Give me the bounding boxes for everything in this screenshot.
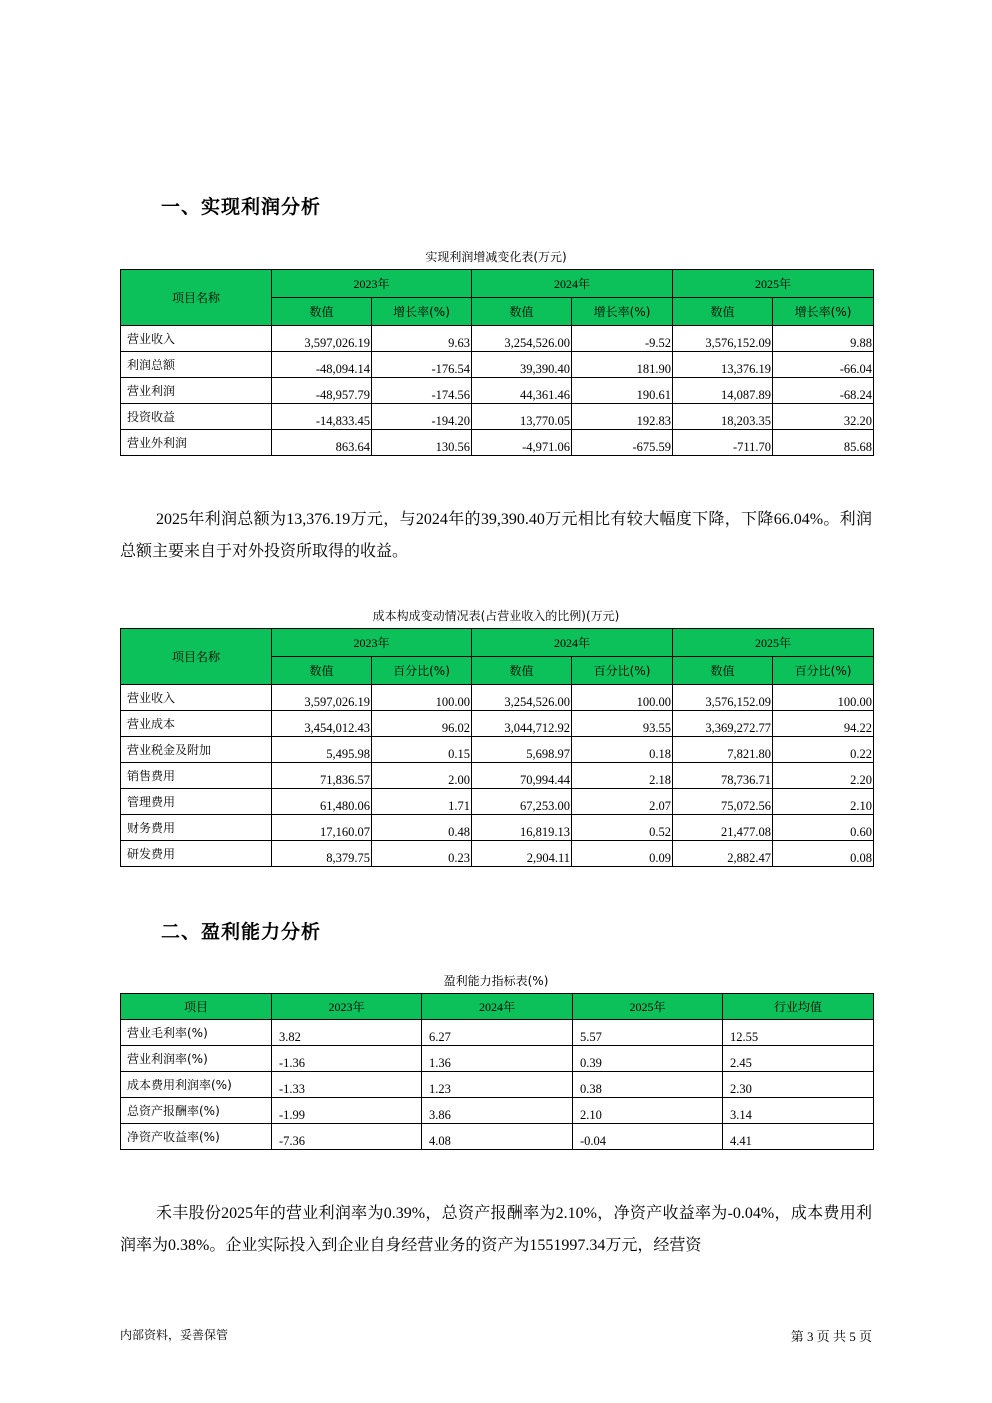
table2-sub-header: 数值 [673, 657, 773, 685]
table3-header: 2025年 [573, 994, 723, 1020]
table-cell: 2,882.47 [673, 841, 773, 867]
table-row [121, 430, 874, 456]
row-label: 投资收益 [121, 404, 272, 430]
table-cell: 75,072.56 [673, 789, 773, 815]
table-cell: 17,160.07 [272, 815, 372, 841]
table3-header: 行业均值 [723, 994, 874, 1020]
profit-change-table [120, 269, 874, 456]
table-cell: 71,836.57 [272, 763, 372, 789]
table-cell: 13,376.19 [673, 352, 773, 378]
row-label: 营业利润率(%) [121, 1046, 272, 1072]
profit-summary-paragraph: 2025年利润总额为13,376.19万元，与2024年的39,390.40万元相比有较大幅度下降，下降66.04%。利润总额主要来自于对外投资所取得的收益。 [120, 511, 872, 560]
table1-sub-header: 数值 [272, 298, 372, 326]
row-label: 财务费用 [121, 815, 272, 841]
table-cell: 0.15 [372, 737, 472, 763]
section-heading-profitability: 二、盈利能力分析 [161, 921, 322, 943]
table1-sub-header: 数值 [673, 298, 773, 326]
table-cell: -48,957.79 [272, 378, 372, 404]
table-cell: 78,736.71 [673, 763, 773, 789]
table2-item-header: 项目名称 [121, 629, 272, 685]
table-cell: 181.90 [572, 352, 673, 378]
table-cell: 4.41 [723, 1124, 874, 1150]
table-cell: -176.54 [372, 352, 472, 378]
table-cell: 85.68 [773, 430, 874, 456]
table-row [121, 1072, 874, 1098]
table2-sub-header: 百分比(%) [773, 657, 874, 685]
table-row [121, 1046, 874, 1072]
table-row [121, 378, 874, 404]
table-cell: -711.70 [673, 430, 773, 456]
table-cell: 192.83 [572, 404, 673, 430]
table1-caption: 实现利润增减变化表(万元) [425, 250, 567, 264]
table-cell: 2.00 [372, 763, 472, 789]
table-cell: -66.04 [773, 352, 874, 378]
table-cell: 96.02 [372, 711, 472, 737]
row-label: 营业税金及附加 [121, 737, 272, 763]
table-cell: 44,361.46 [472, 378, 572, 404]
table2-caption: 成本构成变动情况表(占营业收入的比例)(万元) [372, 609, 620, 623]
table-cell: 5.57 [573, 1020, 723, 1046]
table-cell: 0.09 [572, 841, 673, 867]
table-row [121, 841, 874, 867]
footer-page-number: 第 3 页 共 5 页 [790, 1329, 872, 1344]
table2-year-header: 2025年 [673, 629, 874, 657]
table-row [121, 404, 874, 430]
table-cell: -174.56 [372, 378, 472, 404]
footer-confidential-note: 内部资料，妥善保管 [120, 1328, 229, 1342]
table-cell: 7,821.80 [673, 737, 773, 763]
table-cell: 0.60 [773, 815, 874, 841]
table-cell: 13,770.05 [472, 404, 572, 430]
table-cell: 3.14 [723, 1098, 874, 1124]
table-cell: 6.27 [422, 1020, 573, 1046]
table-cell: 4.08 [422, 1124, 573, 1150]
table-cell: 1.71 [372, 789, 472, 815]
table-cell: 3,576,152.09 [673, 326, 773, 352]
table1-sub-header: 增长率(%) [572, 298, 673, 326]
table-cell: 3,597,026.19 [272, 685, 372, 711]
table-row [121, 1124, 874, 1150]
table2-sub-header: 数值 [472, 657, 572, 685]
table-cell: 100.00 [773, 685, 874, 711]
section-heading-profit: 一、实现利润分析 [161, 196, 322, 218]
table-cell: 12.55 [723, 1020, 874, 1046]
table-cell: 0.48 [372, 815, 472, 841]
table1-year-header: 2024年 [472, 270, 673, 298]
row-label: 净资产收益率(%) [121, 1124, 272, 1150]
table-cell: 18,203.35 [673, 404, 773, 430]
table-cell: -1.99 [272, 1098, 422, 1124]
table-cell: 8,379.75 [272, 841, 372, 867]
table-row [121, 711, 874, 737]
table-cell: 863.64 [272, 430, 372, 456]
table-cell: -194.20 [372, 404, 472, 430]
table-row [121, 352, 874, 378]
table-cell: 3,576,152.09 [673, 685, 773, 711]
table2-sub-header: 百分比(%) [572, 657, 673, 685]
table-row [121, 326, 874, 352]
table-row [121, 815, 874, 841]
row-label: 营业毛利率(%) [121, 1020, 272, 1046]
row-label: 研发费用 [121, 841, 272, 867]
table-cell: 0.38 [573, 1072, 723, 1098]
table-cell: 39,390.40 [472, 352, 572, 378]
table-cell: 5,495.98 [272, 737, 372, 763]
row-label: 管理费用 [121, 789, 272, 815]
table3-header: 项目 [121, 994, 272, 1020]
table1-sub-header: 增长率(%) [372, 298, 472, 326]
table-cell: 2.30 [723, 1072, 874, 1098]
table-cell: 3,454,012.43 [272, 711, 372, 737]
table-cell: 5,698.97 [472, 737, 572, 763]
table-cell: 9.88 [773, 326, 874, 352]
table-cell: 0.23 [372, 841, 472, 867]
table-cell: -675.59 [572, 430, 673, 456]
table-cell: 67,253.00 [472, 789, 572, 815]
table-cell: -7.36 [272, 1124, 422, 1150]
table-cell: 1.23 [422, 1072, 573, 1098]
table1-item-header: 项目名称 [121, 270, 272, 326]
table-cell: 9.63 [372, 326, 472, 352]
table2-sub-header: 百分比(%) [372, 657, 472, 685]
table-cell: 3,044,712.92 [472, 711, 572, 737]
row-label: 总资产报酬率(%) [121, 1098, 272, 1124]
table-cell: 14,087.89 [673, 378, 773, 404]
table-cell: 130.56 [372, 430, 472, 456]
table3-caption: 盈利能力指标表(%) [443, 974, 549, 988]
table-cell: 2.18 [572, 763, 673, 789]
table-cell: 93.55 [572, 711, 673, 737]
table-row [121, 737, 874, 763]
table-cell: 190.61 [572, 378, 673, 404]
table-cell: 21,477.08 [673, 815, 773, 841]
table-cell: 3,254,526.00 [472, 685, 572, 711]
table-cell: 94.22 [773, 711, 874, 737]
table-cell: 2.10 [773, 789, 874, 815]
table-cell: 32.20 [773, 404, 874, 430]
profitability-indicator-table [120, 993, 874, 1150]
row-label: 营业收入 [121, 326, 272, 352]
table-cell: 2.07 [572, 789, 673, 815]
row-label: 利润总额 [121, 352, 272, 378]
table3-header: 2024年 [422, 994, 573, 1020]
table-cell: -48,094.14 [272, 352, 372, 378]
table-cell: 2,904.11 [472, 841, 572, 867]
table3-header: 2023年 [272, 994, 422, 1020]
row-label: 营业收入 [121, 685, 272, 711]
table-cell: 0.18 [572, 737, 673, 763]
table-cell: 2.10 [573, 1098, 723, 1124]
table-cell: 0.52 [572, 815, 673, 841]
cost-structure-table [120, 628, 874, 867]
row-label: 营业成本 [121, 711, 272, 737]
table-cell: 16,819.13 [472, 815, 572, 841]
table-row [121, 789, 874, 815]
table-cell: 0.39 [573, 1046, 723, 1072]
table-cell: 100.00 [372, 685, 472, 711]
table1-sub-header: 数值 [472, 298, 572, 326]
table-cell: 2.20 [773, 763, 874, 789]
table-cell: 3,597,026.19 [272, 326, 372, 352]
table-cell: 61,480.06 [272, 789, 372, 815]
row-label: 成本费用利润率(%) [121, 1072, 272, 1098]
table-cell: 1.36 [422, 1046, 573, 1072]
table-cell: -4,971.06 [472, 430, 572, 456]
table-cell: 0.08 [773, 841, 874, 867]
row-label: 营业外利润 [121, 430, 272, 456]
table1-year-header: 2025年 [673, 270, 874, 298]
table-cell: -0.04 [573, 1124, 723, 1150]
table-row [121, 1020, 874, 1046]
table-cell: 100.00 [572, 685, 673, 711]
table-row [121, 685, 874, 711]
table1-year-header: 2023年 [272, 270, 472, 298]
row-label: 销售费用 [121, 763, 272, 789]
table-cell: 3.86 [422, 1098, 573, 1124]
table2-year-header: 2024年 [472, 629, 673, 657]
table-cell: -68.24 [773, 378, 874, 404]
table-cell: 70,994.44 [472, 763, 572, 789]
table-cell: -14,833.45 [272, 404, 372, 430]
row-label: 营业利润 [121, 378, 272, 404]
table-cell: -9.52 [572, 326, 673, 352]
table-cell: 3,369,272.77 [673, 711, 773, 737]
table-cell: -1.36 [272, 1046, 422, 1072]
table2-year-header: 2023年 [272, 629, 472, 657]
table-cell: -1.33 [272, 1072, 422, 1098]
table1-sub-header: 增长率(%) [773, 298, 874, 326]
table-row [121, 1098, 874, 1124]
table2-sub-header: 数值 [272, 657, 372, 685]
table-row [121, 763, 874, 789]
table-cell: 3,254,526.00 [472, 326, 572, 352]
table-cell: 3.82 [272, 1020, 422, 1046]
profitability-summary-paragraph: 禾丰股份2025年的营业利润率为0.39%，总资产报酬率为2.10%，净资产收益率为-0.04%，成本费用利润率为0.38%。企业实际投入到企业自身经营业务的资产为1551997.34万元，经营资 [120, 1205, 872, 1254]
table-cell: 2.45 [723, 1046, 874, 1072]
table-cell: 0.22 [773, 737, 874, 763]
